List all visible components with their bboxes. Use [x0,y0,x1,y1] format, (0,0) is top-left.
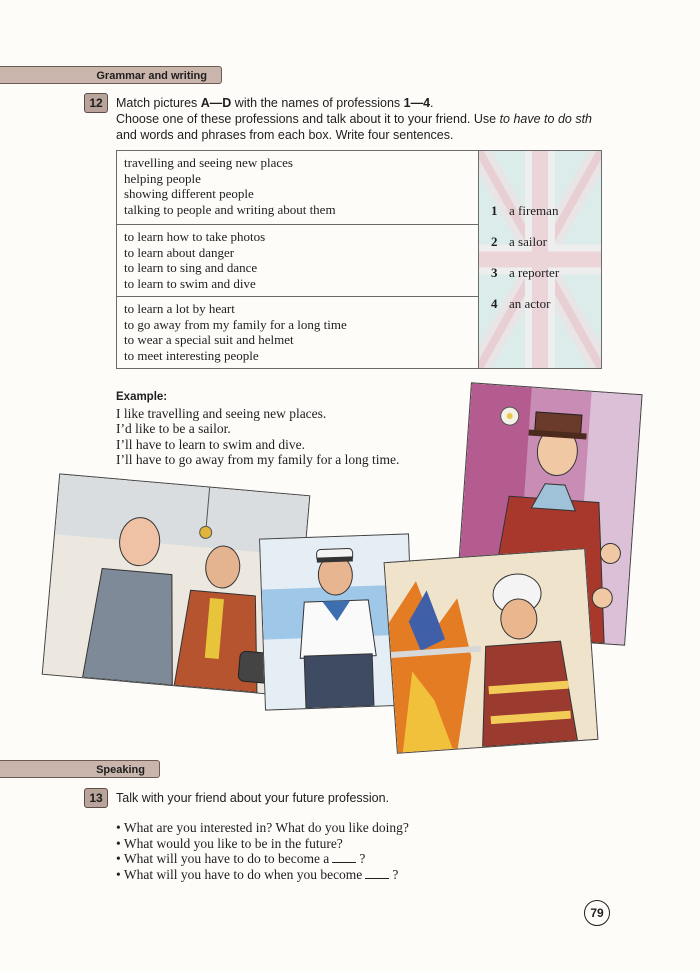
phrase: helping people [124,170,201,186]
profession-name: a fireman [509,203,559,218]
task12-instructions [116,95,592,143]
answer-blank [365,878,389,879]
question-text: What will you have to do to become a [123,851,330,866]
example-line: I’d like to be a sailor. [116,421,231,436]
question-item [116,820,409,836]
instr-italic: to have to do sth [499,112,593,126]
instr-text: . [430,96,434,110]
answer-blank [332,862,356,863]
instr-bold: A—D [200,96,232,110]
phrase-box-2 [117,225,479,297]
phrase: travelling and seeing new places [124,155,293,170]
section-heading-grammar: Grammar and writing [0,66,222,84]
profession-item [491,265,559,296]
example-block [116,390,399,468]
profession-number: 1 [491,203,498,218]
question-text: What would you like to be in the future? [123,835,343,851]
example-line: I’ll have to go away from my family for a long time. [116,452,400,467]
instr-bold: 1—4 [403,96,431,110]
question-list [116,820,409,882]
profession-name: a sailor [509,234,547,249]
phrase: to meet interesting people [124,347,259,363]
instr-text: and words and phrases from each box. Write four sentences. [116,128,454,142]
profession-name: an actor [509,296,551,311]
example-line: I’ll have to learn to swim and dive. [116,436,305,452]
phrase: to wear a special suit and helmet [124,332,294,347]
professions-list [491,203,559,327]
phrase-boxes-table [116,150,602,369]
instr-text: Match pictures [116,96,201,110]
question-text: ? [359,851,366,866]
section-heading-speaking: Speaking [0,760,160,778]
profession-item [491,296,559,327]
phrase: to learn how to take photos [124,229,266,244]
question-text: ? [392,866,399,882]
professions-panel [479,151,602,369]
profession-number: 4 [491,296,498,311]
profession-item [491,234,559,265]
question-item [116,836,409,852]
phrase: to go away from my family for a long time [124,316,347,332]
question-text: What are you interested in? What do you like doing? [123,820,409,835]
profession-item [491,203,559,234]
phrase: to learn a lot by heart [124,301,235,316]
fireman-drawing [385,549,598,752]
question-item [116,851,409,867]
profession-name: a reporter [509,265,560,280]
page-number: 79 [584,900,610,926]
question-item [116,867,409,883]
phrase: to learn to swim and dive [124,275,256,291]
phrase: talking to people and writing about them [124,201,336,217]
phrase-box-3 [117,297,479,369]
profession-number: 3 [491,265,498,280]
illustration-fireman [384,548,599,754]
phrase: to learn to sing and dance [124,260,258,275]
example-title: Example: [116,391,168,403]
task-number-12: 12 [84,93,108,113]
phrase: showing different people [124,186,254,201]
example-line: I like travelling and seeing new places. [116,405,327,421]
profession-number: 2 [491,234,498,249]
task-number-13: 13 [84,788,108,808]
instr-text: Choose one of these professions and talk about it to your friend. Use [116,112,500,126]
instr-text: with the names of professions [231,96,404,110]
phrase-box-1 [117,151,479,225]
phrase: to learn about danger [124,244,235,260]
task13-instruction: Talk with your friend about your future profession. [116,791,390,805]
question-text: What will you have to do when you become [123,866,363,882]
